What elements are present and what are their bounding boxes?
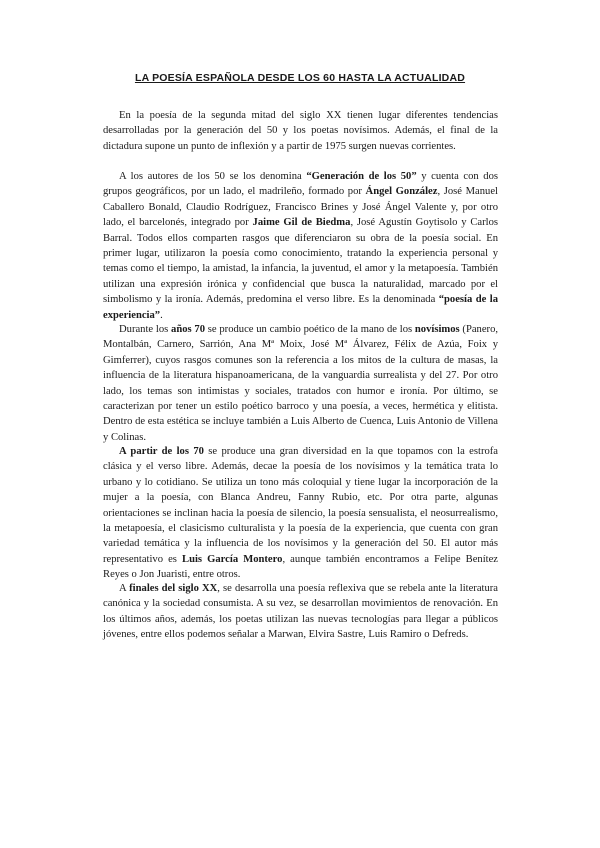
paragraph-text: se produce una gran diversidad en la que topamos con la estrofa clásica y el verso libre. Además, decae la poesía de los novísimos y la temática trata lo urbano y lo cotidiano. Se utiliza un tono más coloquial y tiene lugar la incorporación de la mujer a la poesía, con Blanca Andreu, Fanny Rubio, etc. Por otra parte, algunas orientaciones se inclinan hacia la poesía de silencio, la poesía sensualista, el neosurrealismo, la metapoesía, el clasicismo culturalista y la poesía de la experiencia, que cuenta con gran variedad temática y la influencia de los novísimos y la generación del 50. El autor más representativo es — [103, 446, 498, 565]
bold-term: “Generación de los 50” — [306, 171, 417, 182]
paragraph-text: , se desarrolla una poesía reflexiva que se rebela ante la literatura canónica y la sociedad consumista. A su vez, se desarrollan movimientos de renovación. En los últimos años, además, los poetas utilizan las nuevas tecnologías para llegar a públicos jóvenes, entre ellos podemos señalar a Marwan, Elvira Sastre, Luis Ramiro o Defreds. — [103, 583, 498, 641]
paragraph-text: , aunque también encontramos a Felipe Benítez Reyes o Jon Juaristi, entre otros. — [103, 553, 498, 581]
paragraph-a-partir-70 — [103, 444, 498, 583]
paragraph-text: A — [119, 583, 130, 594]
paragraph-generacion-50 — [103, 169, 498, 323]
paragraph-text: En la poesía de la segunda mitad del siglo XX tienen lugar diferentes tendencias desarrolladas por la generación del 50 y los poetas novísimos. Además, el final de la dictadura supone un punto de inflexión y a partir de 1975 surgen nuevas corrientes. — [103, 110, 498, 152]
paragraph-text: Durante los — [119, 324, 172, 335]
bold-term: finales del siglo XX — [129, 583, 218, 594]
bold-term: “poesía de la experiencia” — [103, 294, 498, 321]
paragraph-novisimos — [103, 322, 498, 445]
paragraph-text: y cuenta con dos grupos geográficos, por un lado, el madrileño, formado por — [103, 171, 498, 198]
bold-author: Ángel González — [365, 186, 438, 198]
bold-author: Luis García Montero — [182, 553, 283, 565]
paragraph-text: , José Manuel Caballero Bonald, Claudio Rodríguez, Francisco Brines y José Ángel Valente y, por otro lado, el barcelonés, integrado por — [103, 186, 498, 229]
bold-term: A partir de los 70 — [119, 446, 204, 457]
bold-author: Jaime Gil de Biedma — [252, 217, 351, 229]
paragraph-text: A los autores de los 50 se los denomina — [119, 171, 307, 182]
paragraph-text: . — [160, 309, 163, 321]
bold-term: novísimos — [414, 324, 460, 335]
paragraph-text: , José Agustín Goytisolo y Carlos Barral. Todos ellos comparten rasgos que diferenciaron su obra de la poesía social. En primer lugar, utilizaron la poesía como conocimiento, tratando la experiencia personal y temas como el tiempo, la amistad, la infancia, la juventud, el amor y la metapoesía. También utilizan una expresión irónica y confidencial que busca la naturalidad, marcado por el simbolismo y la ironía. Además, predomina el verso libre. Es la denominada — [103, 217, 498, 306]
paragraph-introduction — [103, 108, 498, 154]
paragraph-text: (Panero, Montalbán, Carnero, Sarrión, Ana Mª Moix, José Mª Álvarez, Félix de Azúa, Foix y Gimferrer), cuyos rasgos comunes son la referencia a los mitos de la cultura de masas, la influencia de la literatura hispanoamericana, de la vanguardia surrealista y del 27. Por otro lado, los temas son intimistas y sociales, tratados con humor e ironía. Por último, se caracterizan por tener un estilo poético barroco y una poesía, a veces, hermética y elitista. Dentro de esta estética se incluye también a Luis Alberto de Cuenca, Luis Antonio de Villena y Colinas. — [103, 324, 499, 443]
paragraph-finales-siglo — [103, 581, 498, 643]
document-title: LA POESÍA ESPAÑOLA DESDE LOS 60 HASTA LA ACTUALIDAD — [134, 72, 466, 84]
bold-term: años 70 — [171, 324, 206, 335]
paragraph-text: se produce un cambio poético de la mano de los — [205, 324, 415, 335]
